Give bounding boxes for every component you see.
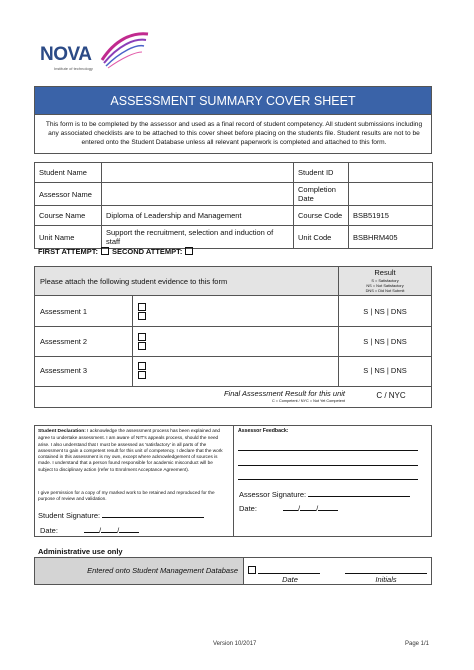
date-slash: / [117, 526, 120, 535]
footer-version: Version 10/2017 [213, 641, 257, 647]
admin-initials-label: Initials [375, 575, 397, 584]
assessment-2-checkboxes[interactable] [138, 332, 146, 350]
assessment-3-result[interactable]: S | NS | DNS [363, 366, 407, 375]
date-month-line[interactable] [300, 502, 319, 513]
assessor-signature-label: Assessor Signature: [239, 490, 307, 499]
evidence-col-divider [132, 296, 133, 386]
date-slash: / [99, 526, 102, 535]
completion-date-label: Completion Date [294, 183, 349, 206]
assessment-3-label: Assessment 3 [40, 366, 88, 375]
row-divider [34, 326, 432, 327]
admin-entered-label: Entered onto Student Management Database [87, 566, 238, 575]
date-year-line[interactable] [119, 524, 139, 533]
student-name-label: Student Name [35, 163, 102, 183]
legend-s: S = Satisfactory [371, 278, 399, 283]
assessor-signature-line[interactable] [308, 488, 410, 497]
admin-date-label: Date [282, 575, 298, 584]
unit-name-label: Unit Name [35, 226, 102, 249]
info-table [34, 162, 433, 249]
admin-divider [243, 557, 244, 585]
date-slash: / [316, 504, 319, 513]
student-id-field[interactable] [349, 163, 433, 183]
permission-text: I give permission for a copy of my marked work to be retained and reproduced for the purpose of review and validation. [38, 490, 215, 502]
instructions-text: This form is to be completed by the assessor and used as a final record of student competency. All student submissions including any associated checklists are to be attached to this cover sheet before placing on the students file. Student results are not to be entered onto the Student Database unless all relevant paperwork is completed and attached to this form. [45, 121, 423, 146]
admin-date-line[interactable] [258, 573, 320, 574]
declaration-heading: Student Declaration: [38, 429, 86, 434]
page-title: ASSESSMENT SUMMARY COVER SHEET [34, 86, 432, 115]
assessment-1-checkboxes[interactable] [138, 302, 146, 320]
legend-dns: DNS = Did Not Submit [365, 288, 405, 293]
assessor-name-field[interactable] [102, 183, 294, 206]
row-divider [34, 356, 432, 357]
first-attempt-label: FIRST ATTEMPT: [38, 247, 98, 256]
admin-initials-line[interactable] [345, 573, 427, 574]
logo-text: NOVA [40, 44, 92, 65]
course-code-label: Course Code [294, 206, 349, 226]
student-signature-row[interactable] [38, 509, 204, 520]
checkbox[interactable] [138, 342, 146, 350]
feedback-line[interactable] [238, 479, 418, 480]
course-name-value: Diploma of Leadership and Management [102, 206, 294, 226]
first-attempt[interactable] [38, 247, 109, 256]
final-result-options[interactable]: C / NYC [376, 391, 406, 400]
feedback-line[interactable] [238, 450, 418, 451]
date-month-line[interactable] [101, 524, 120, 535]
assessor-date-label: Date: [239, 504, 257, 513]
assessor-feedback-label: Assessor Feedback: [238, 428, 289, 434]
declaration-text: I acknowledge the assessment process has been explained and agree to undertake assessment. I am aware of NIT's appeals process, should the need arise. I also understand that I must be assessed as 'satisfactory' in all parts of the assessment to gain a competent result for this unit of competency. I declare that the work contained in this assessment is my own, except where acknowledgement of sources is made. I understand that a person found responsible for academic misconduct will be subject to disciplinary action (refer to Enrolment Acceptance Agreement). [38, 428, 223, 472]
date-day-line[interactable] [84, 524, 102, 535]
completion-date-field[interactable] [349, 183, 433, 206]
checkbox[interactable] [138, 312, 146, 320]
date-slash: / [298, 504, 301, 513]
assessor-signature-row[interactable] [239, 488, 410, 499]
result-legend [338, 278, 432, 293]
assessment-3-checkboxes[interactable] [138, 361, 146, 379]
first-attempt-checkbox[interactable] [101, 247, 109, 255]
admin-title: Administrative use only [38, 547, 123, 556]
assessor-date-row[interactable] [239, 502, 338, 513]
student-signature-label: Student Signature: [38, 511, 101, 520]
feedback-line[interactable] [238, 465, 418, 466]
second-attempt-label: SECOND ATTEMPT: [112, 247, 183, 256]
course-code-value: BSB51915 [349, 206, 433, 226]
unit-code-value: BSBHRM405 [349, 226, 433, 249]
student-declaration [38, 428, 228, 473]
date-year-line[interactable] [318, 502, 338, 511]
checkbox[interactable] [138, 303, 146, 311]
evidence-instruction: Please attach the following student evidence to this form [40, 277, 228, 286]
unit-code-label: Unit Code [294, 226, 349, 249]
student-date-label: Date: [40, 526, 58, 535]
assessment-1-result[interactable]: S | NS | DNS [363, 307, 407, 316]
student-id-label: Student ID [294, 163, 349, 183]
final-result-label: Final Assessment Result for this unit [223, 389, 345, 398]
result-title: Result [374, 268, 396, 277]
assessor-name-label: Assessor Name [35, 183, 102, 206]
assessment-2-label: Assessment 2 [40, 337, 88, 346]
declaration-divider [233, 425, 234, 537]
assessment-2-result[interactable]: S | NS | DNS [363, 337, 407, 346]
second-attempt-checkbox[interactable] [185, 247, 193, 255]
date-day-line[interactable] [283, 502, 301, 513]
second-attempt[interactable] [112, 247, 193, 256]
unit-name-value: Support the recruitment, selection and induction of staff [102, 226, 294, 249]
course-name-label: Course Name [35, 206, 102, 226]
logo-subtitle: Institute of technology [54, 66, 93, 71]
checkbox[interactable] [138, 362, 146, 370]
final-result-legend: C = Competent / NYC = Not Yet Competent [271, 399, 345, 403]
checkbox[interactable] [138, 371, 146, 379]
admin-entered-checkbox[interactable] [248, 566, 256, 574]
assessment-1-label: Assessment 1 [40, 307, 88, 316]
student-signature-line[interactable] [102, 509, 204, 518]
row-divider [34, 386, 432, 387]
student-date-row[interactable] [40, 524, 139, 535]
footer-page: Page 1/1 [405, 641, 430, 647]
checkbox[interactable] [138, 333, 146, 341]
student-name-field[interactable] [102, 163, 294, 183]
legend-ns: NS = Not Satisfactory [366, 283, 404, 288]
